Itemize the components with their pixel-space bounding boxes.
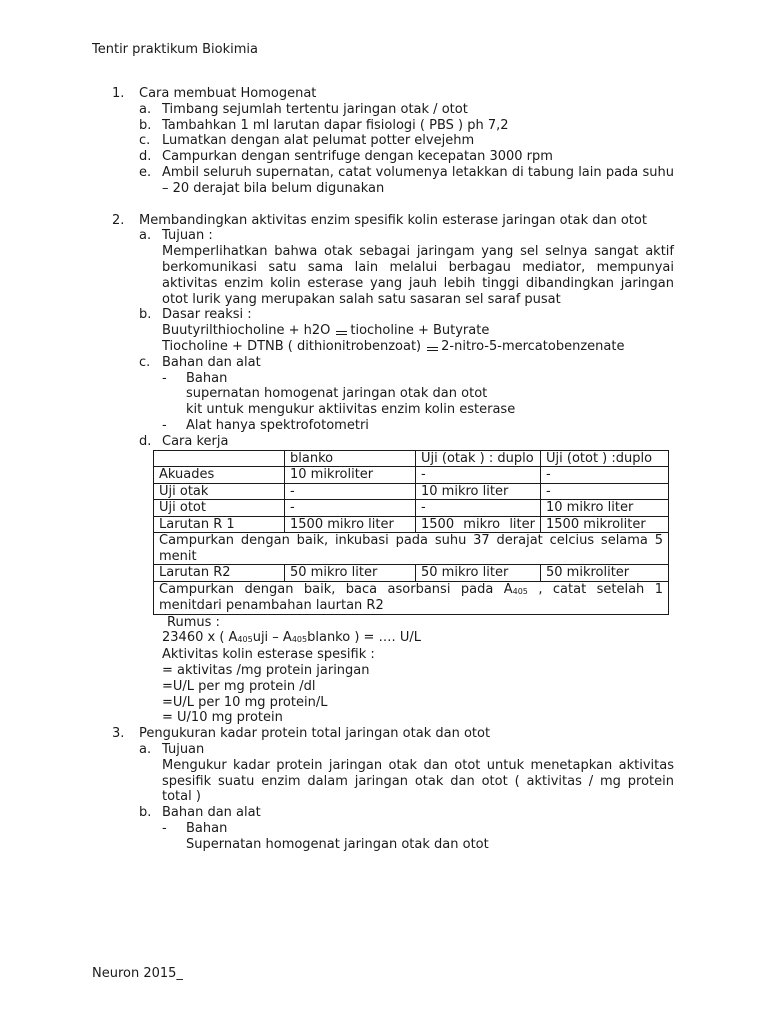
table-cell: 10 mikro liter bbox=[541, 500, 669, 517]
list-item: d. Campurkan dengan sentrifuge dengan kecepatan 3000 rpm bbox=[139, 149, 553, 165]
formula-line: = U/10 mg protein bbox=[162, 710, 283, 726]
list-item-tujuan: a. Tujuan bbox=[139, 741, 205, 757]
table-header-row bbox=[154, 450, 669, 467]
table-cell: Larutan R 1 bbox=[154, 516, 285, 533]
table-cell: 1500 mikro liter bbox=[416, 516, 541, 533]
formula-line: = aktivitas /mg protein jaringan bbox=[162, 662, 370, 678]
list-item-cara-kerja: d. Cara kerja bbox=[139, 433, 229, 449]
table-cell: 50 mikro liter bbox=[285, 565, 416, 582]
table-cell: Uji otot bbox=[154, 500, 285, 517]
document-body bbox=[112, 86, 674, 852]
table-cell: 1500 mikroliter bbox=[541, 516, 669, 533]
section-1-title: 1. Cara membuat Homogenat bbox=[112, 86, 317, 101]
table-cell: - bbox=[285, 483, 416, 500]
table-cell: - bbox=[416, 467, 541, 484]
section-2-title: 2. Membandingkan aktivitas enzim spesifik kolin esterase jaringan otak dan otot bbox=[112, 212, 647, 228]
page-footer: Neuron 2015_ bbox=[92, 966, 183, 981]
section-number: 1. bbox=[112, 86, 125, 101]
table-row bbox=[154, 516, 669, 533]
procedure-table bbox=[153, 450, 669, 615]
formula-line: =U/L per mg protein /dl bbox=[162, 678, 316, 694]
table-cell: - bbox=[285, 500, 416, 517]
dash-item-alat: - Alat hanya spektrofotometri bbox=[162, 417, 369, 433]
formula-block bbox=[112, 615, 674, 727]
table-note: Campurkan dengan baik, baca asorbansi pada $A_{405}$ , catat setelah 1 menitdari penambahan laurtan R2 bbox=[154, 581, 669, 614]
table-header-cell: Uji (otot ) :duplo bbox=[541, 450, 669, 467]
formula-line: =U/L per 10 mg protein/L bbox=[162, 694, 328, 710]
table-cell: - bbox=[416, 500, 541, 517]
table-row bbox=[154, 467, 669, 484]
tujuan-text: Memperlihatkan bahwa otak sebagai jaringam yang sel selnya sangat aktif berkomunikasi satu sama lain melalui berbagau mediator, mempunyai aktivitas enzim kolin esterase yang jauh lebih tinggi dibandingkan jaringan otot lurik yang merupakan salah satu sasaran sel saraf pusat bbox=[162, 244, 674, 307]
bahan-line: Supernatan homogenat jaringan otak dan otot bbox=[186, 836, 489, 852]
table-note-row bbox=[154, 581, 669, 614]
section-number: 3. bbox=[112, 726, 125, 742]
reaction-2: Tiocholine + DTNB ( dithionitrobenzoat) 2-nitro-5-mercatobenzenate bbox=[162, 338, 625, 354]
table-cell: 50 mikroliter bbox=[541, 565, 669, 582]
list-item: a. Timbang sejumlah tertentu jaringan otak / otot bbox=[139, 101, 468, 117]
table-note-row bbox=[154, 533, 669, 565]
table-header-cell: Uji (otak ) : duplo bbox=[416, 450, 541, 467]
tujuan-text: Mengukur kadar protein jaringan otak dan otot untuk menetapkan aktivitas spesifik suatu enzim dalam jaringan otak dan otot ( aktivitas / mg protein total ) bbox=[162, 757, 674, 805]
table-cell: 10 mikroliter bbox=[285, 467, 416, 484]
table-header-cell: blanko bbox=[285, 450, 416, 467]
dash-item-bahan: - Bahan bbox=[162, 820, 228, 836]
table-row bbox=[154, 483, 669, 500]
bahan-line: supernatan homogenat jaringan otak dan otot bbox=[186, 386, 488, 402]
list-item: c. Lumatkan dengan alat pelumat potter elvejehm bbox=[139, 133, 475, 149]
equilibrium-arrow-icon bbox=[336, 330, 347, 336]
list-item-tujuan: a. Tujuan : bbox=[139, 228, 213, 244]
list-item-dasar-reaksi: b. Dasar reaksi : bbox=[139, 307, 252, 323]
table-cell: Akuades bbox=[154, 467, 285, 484]
section-3-title: 3. Pengukuran kadar protein total jaringan otak dan otot bbox=[112, 726, 491, 742]
section-number: 2. bbox=[112, 212, 125, 228]
table-row bbox=[154, 500, 669, 517]
table-cell: - bbox=[541, 483, 669, 500]
table-cell: Uji otak bbox=[154, 483, 285, 500]
table-note: Campurkan dengan baik, inkubasi pada suhu 37 derajat celcius selama 5 menit bbox=[154, 533, 669, 565]
table-cell: 1500 mikro liter bbox=[285, 516, 416, 533]
dash-item-bahan: - Bahan bbox=[162, 370, 228, 386]
list-item: e. Ambil seluruh supernatan, catat volumenya letakkan di tabung lain pada suhu – 20 derajat bila belum digunakan bbox=[139, 164, 674, 196]
section-1-list bbox=[112, 102, 674, 197]
list-item-bahan-alat: b. Bahan dan alat bbox=[139, 805, 261, 821]
formula: 23460 x ( $A_{405}uji$ – $A_{405}blanko$ ) = …. U/L bbox=[162, 630, 421, 646]
formula-label: Rumus : bbox=[167, 614, 220, 630]
reaction-1: Buutyrilthiocholine + h2O tiocholine + Butyrate bbox=[162, 323, 490, 339]
table-header-cell bbox=[154, 450, 285, 467]
table-cell: Larutan R2 bbox=[154, 565, 285, 582]
table-cell: - bbox=[541, 467, 669, 484]
equilibrium-arrow-icon bbox=[427, 346, 438, 352]
bahan-line: kit untuk mengukur aktiivitas enzim kolin esterase bbox=[186, 402, 516, 418]
list-item: b. Tambahkan 1 ml larutan dapar fisiologi ( PBS ) ph 7,2 bbox=[139, 117, 509, 133]
page-header: Tentir praktikum Biokimia bbox=[92, 42, 258, 57]
list-item-bahan-alat: c. Bahan dan alat bbox=[139, 354, 261, 370]
section-2-list bbox=[112, 228, 674, 449]
table-cell: 50 mikro liter bbox=[416, 565, 541, 582]
table-cell: 10 mikro liter bbox=[416, 483, 541, 500]
table-row bbox=[154, 565, 669, 582]
formula-line: Aktivitas kolin esterase spesifik : bbox=[162, 647, 375, 663]
section-3-list bbox=[112, 742, 674, 853]
